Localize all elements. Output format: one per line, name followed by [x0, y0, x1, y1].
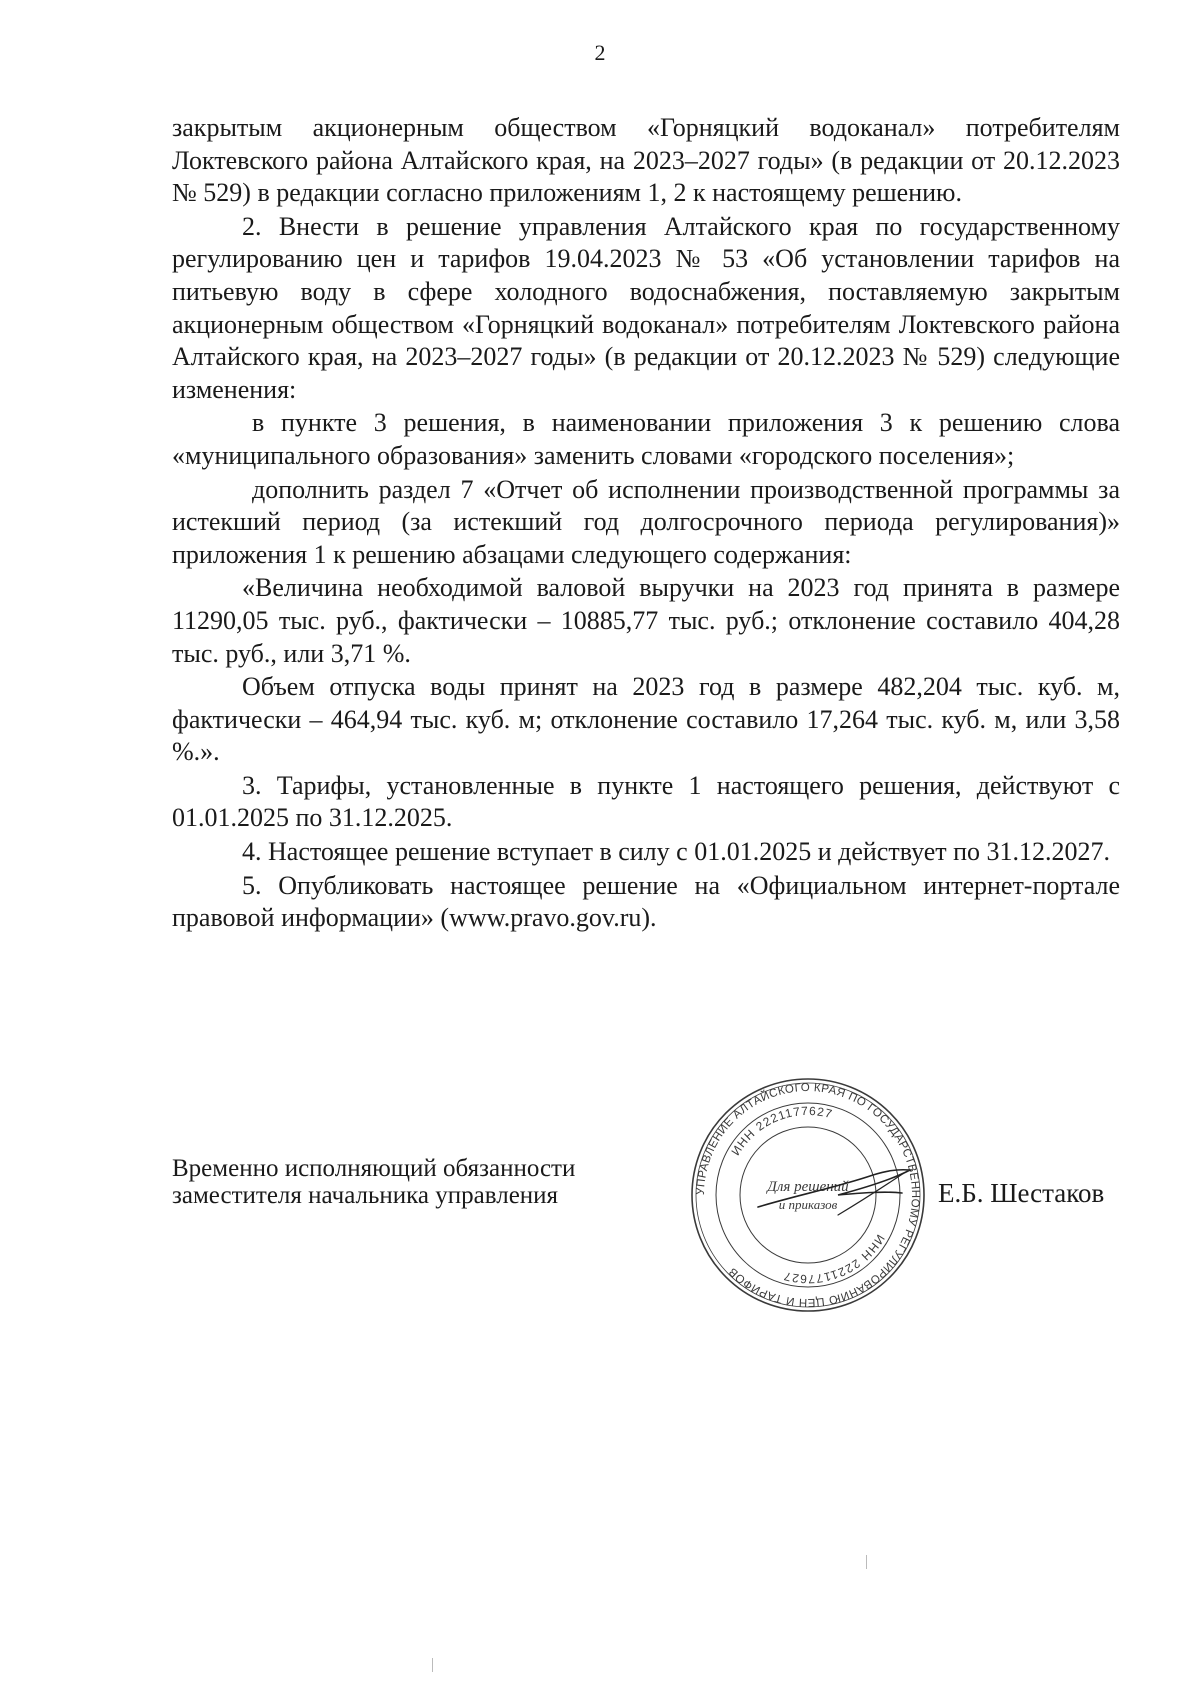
- stamp-center-line-2: и приказов: [778, 1197, 838, 1212]
- signer-position: [172, 1155, 575, 1209]
- paragraph-item-4: 4. Настоящее решение вступает в силу с 01.01.2025 и действует по 31.12.2027.: [242, 837, 1111, 867]
- stamp-inn-text: ИНН 2221177627: [728, 1103, 835, 1158]
- stamp-center-line-1: Для решений: [767, 1179, 849, 1195]
- paragraph-item-3: 3. Тарифы, установленные в пункте 1 настоящего решения, действуют с 01.01.2025 по 31.12.2025.: [172, 770, 1120, 833]
- paragraph-continuation: закрытым акционерным обществом «Горняцкий водоканал» потребителям Локтевского района Алтайского края, на 2023–2027 годы» (в редакции от 20.12.2023 № 529) в редакции согласно приложениям 1, 2 к настоящему решению.: [172, 113, 1120, 208]
- signer-name: Е.Б. Шестаков: [938, 1178, 1105, 1208]
- stamp-inner-ring: [740, 1127, 876, 1263]
- paragraph-item-5: 5. Опубликовать настоящее решение на «Официальном интернет-портале правовой информации» (www.pravo.gov.ru).: [172, 870, 1120, 933]
- paragraph-revenue: «Величина необходимой валовой выручки на 2023 год принята в размере 11290,05 тыс. руб., фактически – 10885,77 тыс. руб.; отклонение составило 404,28 тыс. руб., или 3,71 %.: [172, 573, 1120, 668]
- paragraph-change-section-7: дополнить раздел 7 «Отчет об исполнении производственной программы за истекший период (за истекший год долгосрочного периода регулирования)» приложения 1 к решению абзацами следующего содержания:: [172, 474, 1120, 569]
- paragraph-water-volume: Объем отпуска воды принят на 2023 год в размере 482,204 тыс. куб. м, фактически – 464,94 тыс. куб. м; отклонение составило 17,264 тыс. куб. м, или 3,58 %.».: [172, 672, 1120, 767]
- stamp-outer-text: УПРАВЛЕНИЕ АЛТАЙСКОГО КРАЯ ПО ГОСУДАРСТВЕННОМУ РЕГУЛИРОВАНИЮ ЦЕН И ТАРИФОВ: [694, 1081, 922, 1309]
- signer-position-line-2: заместителя начальника управления: [172, 1182, 559, 1209]
- paragraph-item-2: 2. Внести в решение управления Алтайского края по государственному регулированию цен и тарифов 19.04.2023 № 53 «Об установлении тарифов на питьевую воду в сфере холодного водоснабжения, поставляемую закрытым акционерным обществом «Горняцкий водоканал» потребителям Локтевского района Алтайского края, на 2023–2027 годы» (в редакции от 20.12.2023 № 529) следующие изменения:: [172, 211, 1120, 404]
- paragraph-change-point-3: в пункте 3 решения, в наименовании приложения 3 к решению слова «муниципального образования» заменить словами «городского поселения»;: [172, 408, 1120, 470]
- stamp-inn-text-lower: ИНН 2221177627: [781, 1232, 888, 1287]
- document-body: [172, 112, 1120, 936]
- scan-margin-mark: [432, 1658, 433, 1672]
- page-number: 2: [594, 40, 606, 65]
- scan-margin-mark: [866, 1555, 867, 1569]
- signer-position-line-1: Временно исполняющий обязанности: [172, 1155, 576, 1182]
- official-stamp: [688, 1075, 928, 1315]
- stamp-middle-ring: [716, 1103, 900, 1287]
